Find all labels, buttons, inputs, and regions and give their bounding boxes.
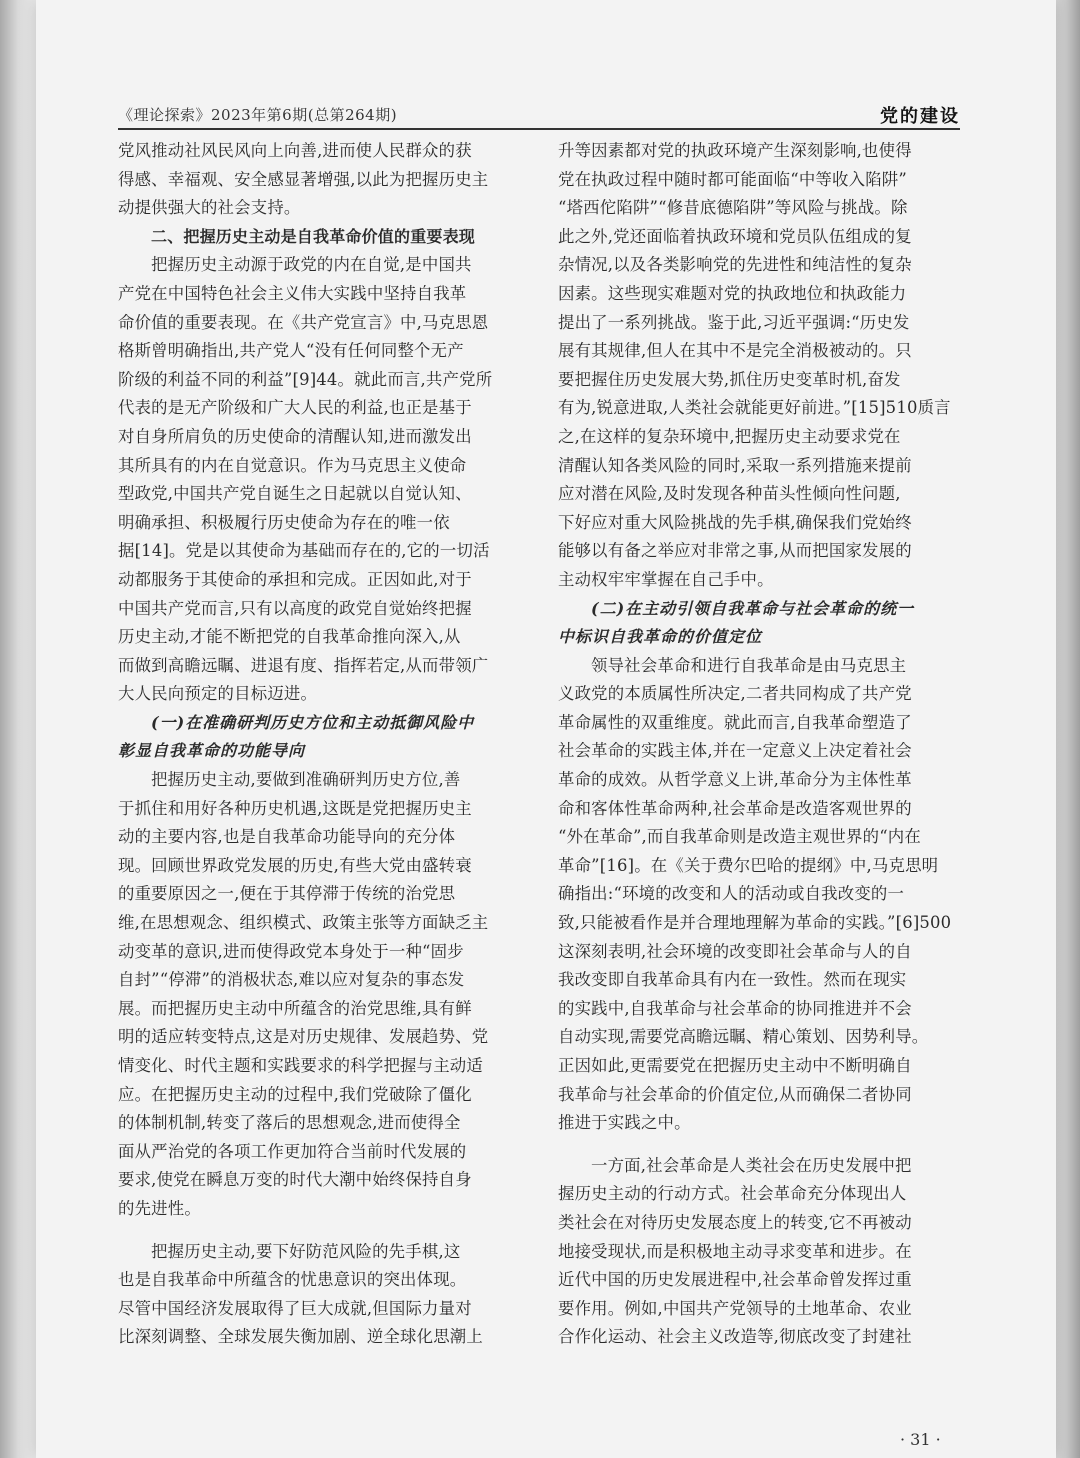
text-line: 其所具有的内在自觉意识。作为马克思主义使命 xyxy=(118,455,467,475)
text-line: 据[14]。党是以其使命为基础而存在的,它的一切活 xyxy=(118,541,490,561)
text-line: 领导社会革命和进行自我革命是由马克思主 xyxy=(591,655,907,675)
text-line: “外在革命”,而自我革命则是改造主观世界的“内在 xyxy=(558,827,921,847)
paragraph-gap xyxy=(558,1138,960,1152)
text-line: 正因如此,更需要党在把握历史主动中不断明确自 xyxy=(558,1056,912,1075)
text-line: 清醒认知各类风险的同时,采取一系列措施来提前 xyxy=(558,455,912,475)
text-line: 而做到高瞻远瞩、进退有度、指挥若定,从而带领广 xyxy=(118,655,489,675)
header-rule xyxy=(118,128,960,130)
text-line: 动都服务于其使命的承担和完成。正因如此,对于 xyxy=(118,569,472,589)
text-line: 动变革的意识,进而使得政党本身处于一种“固步 xyxy=(118,941,464,961)
text-line: 推进于实践之中。 xyxy=(558,1113,691,1133)
text-line: 社会革命的实践主体,并在一定意义上决定着社会 xyxy=(558,741,912,761)
text-line: 把握历史主动源于政党的内在自觉,是中国共 xyxy=(151,255,472,275)
text-line: 于抓住和用好各种历史机遇,这既是党把握历史主 xyxy=(118,798,472,818)
text-line: 革命”[16]。在《关于费尔巴哈的提纲》中,马克思明 xyxy=(558,855,939,875)
text-line: 要把握住历史发展大势,抓住历史变革时机,奋发 xyxy=(558,369,901,389)
section-name: 党的建设 xyxy=(880,106,960,127)
text-line: 比深刻调整、全球发展失衡加剧、逆全球化思潮上 xyxy=(118,1327,483,1347)
text-line: 升等因素都对党的执政环境产生深刻影响,也使得 xyxy=(558,141,912,160)
text-line: 对自身所肩负的历史使命的清醒认知,进而激发出 xyxy=(118,426,472,446)
text-line: 动提供强大的社会支持。 xyxy=(118,198,301,218)
text-line: 面从严治党的各项工作更加符合当前时代发展的 xyxy=(118,1141,467,1161)
text-line: 情变化、时代主题和实践要求的科学把握与主动适 xyxy=(118,1056,483,1075)
text-line: 的重要原因之一,便在于其停滞于传统的治党思 xyxy=(118,884,456,904)
text-line: 应对潜在风险,及时发现各种苗头性倾向性问题, xyxy=(558,484,901,504)
text-line: 致,只能被看作是并合理地理解为革命的实践。”[6]500 xyxy=(558,913,952,933)
text-line: 产党在中国特色社会主义伟大实践中坚持自我革 xyxy=(118,283,467,303)
journal-info: 《理论探索》2023年第6期(总第264期) xyxy=(118,106,398,124)
running-header xyxy=(118,104,960,130)
text-line: 格斯曾明确指出,共产党人“没有任何同整个无产 xyxy=(118,341,464,361)
text-line: 把握历史主动,要下好防范风险的先手棋,这 xyxy=(151,1241,461,1261)
text-line: 主动权牢牢掌握在自己手中。 xyxy=(558,569,774,589)
text-line: 因素。这些现实难题对党的执政地位和执政能力 xyxy=(558,283,907,303)
text-line: 近代中国的历史发展进程中,社会革命曾发挥过重 xyxy=(558,1270,912,1290)
text-line: 代表的是无产阶级和广大人民的利益,也正是基于 xyxy=(118,398,472,418)
text-line: 地接受现状,而是积极地主动寻求变革和进步。在 xyxy=(558,1241,912,1261)
paragraph-gap xyxy=(118,1224,520,1238)
text-line: 的先进性。 xyxy=(118,1198,201,1218)
right-column xyxy=(558,137,960,1352)
text-line: 有为,锐意进取,人类社会就能更好前进。”[15]510质言 xyxy=(558,398,951,418)
text-line: 此之外,党还面临着执政环境和党员队伍组成的复 xyxy=(558,226,912,246)
text-line: “塔西佗陷阱”“修昔底德陷阱”等风险与挑战。除 xyxy=(558,198,908,218)
text-line: 把握历史主动,要做到准确研判历史方位,善 xyxy=(151,770,461,790)
text-line: 的实践中,自我革命与社会革命的协同推进并不会 xyxy=(558,998,912,1018)
text-line: 革命属性的双重维度。就此而言,自我革命塑造了 xyxy=(558,712,912,732)
text-line: 尽管中国经济发展取得了巨大成就,但国际力量对 xyxy=(118,1298,472,1318)
text-line: 我改变即自我革命具有内在一致性。然而在现实 xyxy=(558,970,907,990)
text-line: 合作化运动、社会主义改造等,彻底改变了封建社 xyxy=(558,1327,912,1347)
text-line: 握历史主动的行动方式。社会革命充分体现出人 xyxy=(558,1184,907,1204)
text-line: 杂情况,以及各类影响党的先进性和纯洁性的复杂 xyxy=(558,255,912,275)
text-line: 一方面,社会革命是人类社会在历史发展中把 xyxy=(591,1155,912,1175)
text-line: 党风推动社风民风向上向善,进而使人民群众的获 xyxy=(118,141,472,160)
text-line: 革命的成效。从哲学意义上讲,革命分为主体性革 xyxy=(558,770,912,790)
text-line: 展有其规律,但人在其中不是完全消极被动的。只 xyxy=(558,341,912,361)
text-line: 义政党的本质属性所决定,二者共同构成了共产党 xyxy=(558,684,912,704)
text-line: 型政党,中国共产党自诞生之日起就以自觉认知、 xyxy=(118,484,472,504)
text-line: 党在执政过程中随时都可能面临“中等收入陷阱” xyxy=(558,169,907,189)
text-line: 应。在把握历史主动的过程中,我们党破除了僵化 xyxy=(118,1084,472,1104)
text-line: 的体制机制,转变了落后的思想观念,进而使得全 xyxy=(118,1113,461,1133)
text-line: 自封”“停滞”的消极状态,难以应对复杂的事态发 xyxy=(118,970,465,990)
text-line: 要求,使党在瞬息万变的时代大潮中始终保持自身 xyxy=(118,1170,472,1190)
text-line: 命价值的重要表现。在《共产党宣言》中,马克思恩 xyxy=(118,312,489,332)
left-column xyxy=(118,137,520,1352)
text-line: 确指出:“环境的改变和人的活动或自我改变的一 xyxy=(558,884,905,904)
text-line: 现。回顾世界政党发展的历史,有些大党由盛转衰 xyxy=(118,855,472,875)
section-heading: 二、把握历史主动是自我革命价值的重要表现 xyxy=(151,226,476,246)
text-line: 命和客体性革命两种,社会革命是改造客观世界的 xyxy=(558,798,912,818)
text-line: 大人民向预定的目标迈进。 xyxy=(118,684,318,704)
text-line: 下好应对重大风险挑战的先手棋,确保我们党始终 xyxy=(558,512,912,532)
text-line: 之,在这样的复杂环境中,把握历史主动要求党在 xyxy=(558,426,901,446)
text-line: 类社会在对待历史发展态度上的转变,它不再被动 xyxy=(558,1212,912,1232)
text-line: 自动实现,需要党高瞻远瞩、精心策划、因势利导。 xyxy=(558,1027,929,1047)
text-line: 动的主要内容,也是自我革命功能导向的充分体 xyxy=(118,827,456,847)
text-line: 历史主动,才能不断把党的自我革命推向深入,从 xyxy=(118,627,461,647)
text-line: 阶级的利益不同的利益”[9]44。就此而言,共产党所 xyxy=(118,369,493,389)
text-line: 我革命与社会革命的价值定位,从而确保二者协同 xyxy=(558,1084,912,1104)
text-line: 中国共产党而言,只有以高度的政党自觉始终把握 xyxy=(118,598,472,618)
subsection-heading: 中标识自我革命的价值定位 xyxy=(558,627,763,647)
text-line: 展。而把握历史主动中所蕴含的治党思维,具有鲜 xyxy=(118,998,472,1018)
text-line: 明的适应转变特点,这是对历史规律、发展趋势、党 xyxy=(118,1027,489,1047)
text-line: 这深刻表明,社会环境的改变即社会革命与人的自 xyxy=(558,941,912,961)
text-line: 要作用。例如,中国共产党领导的土地革命、农业 xyxy=(558,1298,912,1318)
text-line: 维,在思想观念、组织模式、政策主张等方面缺乏主 xyxy=(118,913,489,933)
text-line: 也是自我革命中所蕴含的忧患意识的突出体现。 xyxy=(118,1270,467,1290)
subsection-heading: (一)在准确研判历史方位和主动抵御风险中 xyxy=(151,712,475,732)
text-line: 提出了一系列挑战。鉴于此,习近平强调:“历史发 xyxy=(558,312,910,332)
subsection-heading: 彰显自我革命的功能导向 xyxy=(118,741,306,761)
subsection-heading: (二)在主动引领自我革命与社会革命的统一 xyxy=(591,598,915,618)
text-line: 能够以有备之举应对非常之事,从而把国家发展的 xyxy=(558,541,912,561)
text-line: 明确承担、积极履行历史使命为存在的唯一依 xyxy=(118,512,450,532)
page-number: · 31 · xyxy=(900,1430,941,1449)
text-line: 得感、幸福观、安全感显著增强,以此为把握历史主 xyxy=(118,169,489,189)
